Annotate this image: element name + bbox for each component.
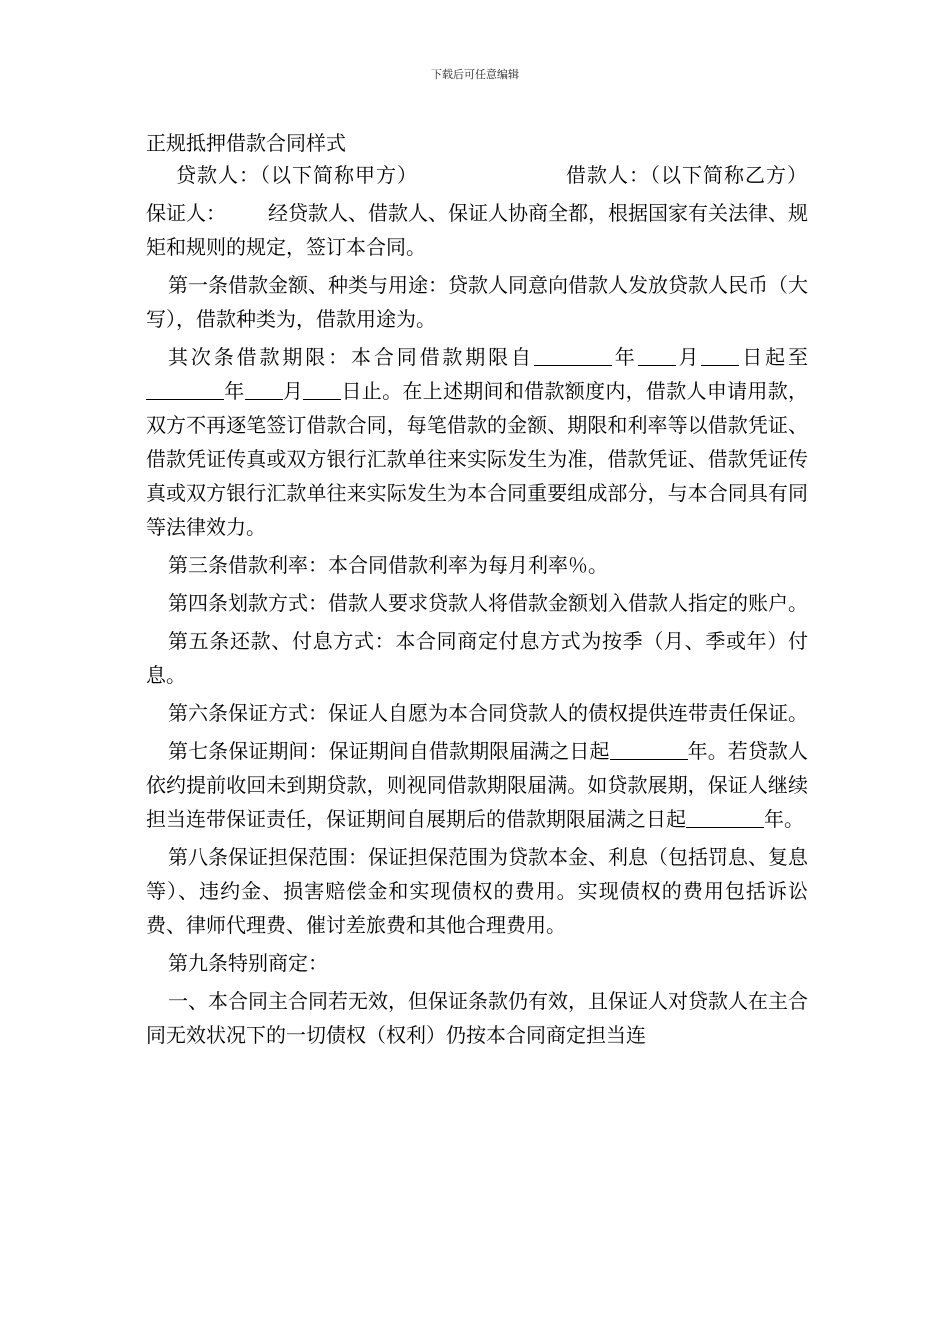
article-7 xyxy=(146,734,808,836)
intro-paragraph xyxy=(146,196,808,264)
article-9-clause-1: 一、本合同主合同若无效，但保证条款仍有效，且保证人对贷款人在主合同无效状况下的一切债权（权利）仍按本合同商定担当连 xyxy=(146,989,808,1047)
parties-row xyxy=(146,158,808,192)
article-7-middle: 年。若贷款人依约提前收回未到期贷款，则视同借款期限届满。如贷款展期，保证人继续担当连带保证责任，保证期间自展期后的借款期限届满之日起 xyxy=(146,739,809,831)
blank-line xyxy=(245,379,283,400)
year-label: 年 xyxy=(611,345,638,369)
blank-line xyxy=(686,807,764,828)
day-label: 日起 xyxy=(739,345,789,369)
to-label: 至 xyxy=(788,345,809,369)
blank-line xyxy=(146,379,224,400)
intro-text: 经贷款人、借款人、保证人协商全都，根据国家有关法律、规矩和规则的规定，签订本合同。 xyxy=(146,201,808,259)
document-title: 正规抵押借款合同样式 xyxy=(146,131,346,155)
article-1: 第一条借款金额、种类与用途：贷款人同意向借款人发放贷款人民币（大写），借款种类为，借款用途为。 xyxy=(146,273,808,331)
year-label: 年 xyxy=(224,379,245,403)
lender-label: 贷款人：（以下简称甲方） xyxy=(176,163,418,187)
article-8: 第八条保证担保范围：保证担保范围为贷款本金、利息（包括罚息、复息等）、违约金、损害赔偿金和实现债权的费用。实现债权的费用包括诉讼费、律师代理费、催讨差旅费和其他合理费用。 xyxy=(146,845,808,937)
article-3: 第三条借款利率：本合同借款利率为每月利率％。 xyxy=(168,553,608,577)
article-4: 第四条划款方式：借款人要求贷款人将借款金额划入借款人指定的账户。 xyxy=(168,591,808,615)
month-label: 月 xyxy=(282,379,304,403)
document-body xyxy=(146,158,808,1056)
article-9: 第九条特别商定： xyxy=(168,951,328,975)
article-5: 第五条还款、付息方式：本合同商定付息方式为按季（月、季或年）付息。 xyxy=(146,629,808,687)
article-6: 第六条保证方式：保证人自愿为本合同贷款人的债权提供连带责任保证。 xyxy=(168,701,808,725)
borrower-label: 借款人：（以下简称乙方） xyxy=(566,163,808,187)
page-header: 下载后可任意编辑 xyxy=(431,68,519,81)
article-2-rest: 日止。在上述期间和借款额度内，借款人申请用款，双方不再逐笔签订借款合同，每笔借款的金额、期限和利率等以借款凭证、借款凭证传真或双方银行汇款单往来实际发生为准，借款凭证、借款凭证传真或双方银行汇款单往来实际发生为本合同重要组成部分，与本合同具有同等法律效力。 xyxy=(146,379,809,539)
article-7-prefix: 第七条保证期间：保证期间自借款期限届满之日起 xyxy=(168,739,610,763)
guarantor-label: 保证人： xyxy=(146,201,226,225)
blank-line xyxy=(534,345,612,366)
article-2 xyxy=(146,340,808,544)
blank-line xyxy=(701,345,739,366)
blank-line xyxy=(610,739,688,760)
month-label: 月 xyxy=(675,345,702,369)
article-2-prefix: 其次条借款期限：本合同借款期限自 xyxy=(168,345,534,369)
blank-line xyxy=(638,345,676,366)
blank-line xyxy=(303,379,341,400)
article-7-end: 年。 xyxy=(764,807,804,831)
